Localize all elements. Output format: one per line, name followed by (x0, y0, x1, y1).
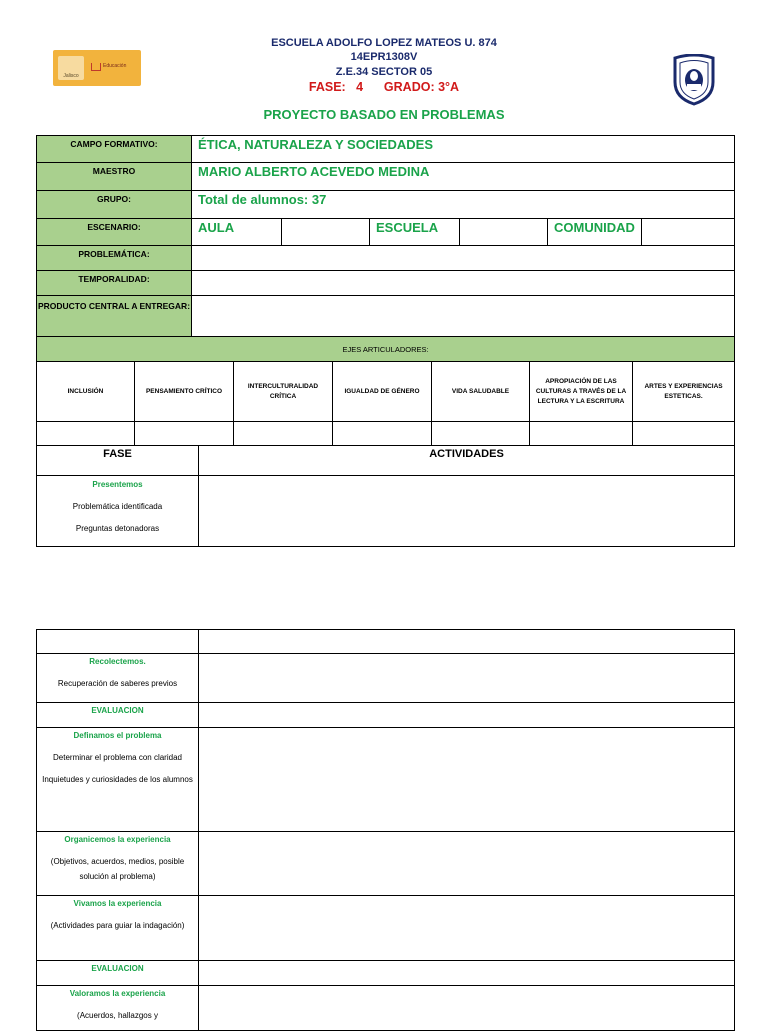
vivamos-activities[interactable] (199, 896, 735, 961)
presentemos-title: Presentemos (92, 480, 143, 489)
evaluacion-activities-1[interactable] (199, 703, 735, 728)
eje-check-5[interactable] (432, 422, 530, 446)
presentemos-activities[interactable] (199, 476, 735, 547)
school-code: 14EPR1308V (350, 51, 418, 63)
definamos-item-1: Determinar el problema con claridad (53, 753, 182, 762)
eje-vida-saludable: VIDA SALUDABLE (432, 362, 530, 422)
eje-igualdad-genero: IGUALDAD DE GÉNERO (333, 362, 432, 422)
eje-pensamiento-critico: PENSAMIENTO CRÍTICO (135, 362, 234, 422)
escenario-escuela-box[interactable] (460, 219, 548, 246)
logo-small-text: Jalisco (63, 73, 79, 79)
eje-check-2[interactable] (135, 422, 234, 446)
campo-value: ÉTICA, NATURALEZA Y SOCIEDADES (192, 136, 735, 163)
definamos-title: Definamos el problema (73, 731, 162, 740)
organicemos-title: Organicemos la experiencia (64, 835, 171, 844)
problematica-value[interactable] (192, 246, 735, 271)
producto-value[interactable] (192, 296, 735, 337)
eje-check-6[interactable] (530, 422, 633, 446)
valoramos-item-1: (Acuerdos, hallazgos y (77, 1011, 158, 1020)
eje-lectura-escritura: APROPIACIÓN DE LAS CULTURAS A TRAVÉS DE LA LECTURA Y LA ESCRITURA (530, 362, 633, 422)
escenario-escuela: ESCUELA (370, 219, 460, 246)
eje-interculturalidad: INTERCULTURALIDAD CRÍTICA (234, 362, 333, 422)
zone-sector: Z.E.34 SECTOR 05 (335, 66, 433, 78)
valoramos-title: Valoramos la experiencia (69, 989, 166, 998)
evaluacion-cell-1 (37, 703, 199, 728)
logo-text: Educación (103, 63, 127, 69)
eje-check-7[interactable] (633, 422, 735, 446)
ejes-title: EJES ARTICULADORES: (37, 337, 735, 362)
presentemos-item-1: Problemática identificada (72, 502, 163, 511)
definamos-item-2: Inquietudes y curiosidades de los alumnos (42, 775, 193, 784)
escenario-comunidad-box[interactable] (642, 219, 735, 246)
actividades-header: ACTIVIDADES (199, 446, 735, 476)
info-table (36, 135, 735, 337)
phase-grade: FASE: 4 GRADO: 3°A (308, 80, 460, 94)
ejes-table (36, 336, 735, 446)
eje-artes: ARTES Y EXPERIENCIAS ESTETICAS. (633, 362, 735, 422)
recolectemos-item-1: Recuperación de saberes previos (57, 679, 178, 688)
fase-header: FASE (37, 446, 199, 476)
presentemos-item-2: Preguntas detonadoras (75, 524, 160, 533)
escenario-label: ESCENARIO: (37, 219, 192, 246)
school-name: ESCUELA ADOLFO LOPEZ MATEOS U. 874 (271, 37, 497, 49)
maestro-value: MARIO ALBERTO ACEVEDO MEDINA (192, 163, 735, 191)
temporalidad-value[interactable] (192, 271, 735, 296)
grupo-value: Total de alumnos: 37 (192, 191, 735, 219)
producto-label: PRODUCTO CENTRAL A ENTREGAR: (37, 296, 192, 337)
phases-table-1 (36, 445, 735, 547)
evaluacion-title-1: EVALUACION (91, 706, 144, 715)
maestro-label: MAESTRO (37, 163, 192, 191)
eje-check-4[interactable] (333, 422, 432, 446)
evaluacion-title-2: EVALUACION (91, 964, 144, 973)
phases-table-2 (36, 629, 735, 1031)
vivamos-item-1: (Actividades para guiar la indagación) (50, 921, 185, 930)
temporalidad-label: TEMPORALIDAD: (37, 271, 192, 296)
definamos-activities[interactable] (199, 728, 735, 832)
definamos-cell (37, 728, 199, 832)
recolectemos-cell (37, 654, 199, 703)
grupo-label: GRUPO: (37, 191, 192, 219)
project-title: PROYECTO BASADO EN PROBLEMAS (263, 107, 505, 122)
escenario-comunidad: COMUNIDAD (548, 219, 642, 246)
recolectemos-activities[interactable] (199, 654, 735, 703)
vivamos-cell (37, 896, 199, 961)
escenario-aula-box[interactable] (282, 219, 370, 246)
organicemos-item-1: (Objetivos, acuerdos, medios, posible solución al problema) (50, 857, 185, 881)
presentemos-cell (37, 476, 199, 547)
organicemos-cell (37, 832, 199, 896)
escenario-aula: AULA (192, 219, 282, 246)
problematica-label: PROBLEMÁTICA: (37, 246, 192, 271)
campo-label: CAMPO FORMATIVO: (37, 136, 192, 163)
eje-check-1[interactable] (37, 422, 135, 446)
blank-activity-cell[interactable] (199, 630, 735, 654)
blank-phase-cell (37, 630, 199, 654)
organicemos-activities[interactable] (199, 832, 735, 896)
evaluacion-cell-2 (37, 961, 199, 986)
recolectemos-title: Recolectemos. (89, 657, 146, 666)
eje-inclusion: INCLUSIÓN (37, 362, 135, 422)
vivamos-title: Vivamos la experiencia (73, 899, 162, 908)
evaluacion-activities-2[interactable] (199, 961, 735, 986)
eje-check-3[interactable] (234, 422, 333, 446)
